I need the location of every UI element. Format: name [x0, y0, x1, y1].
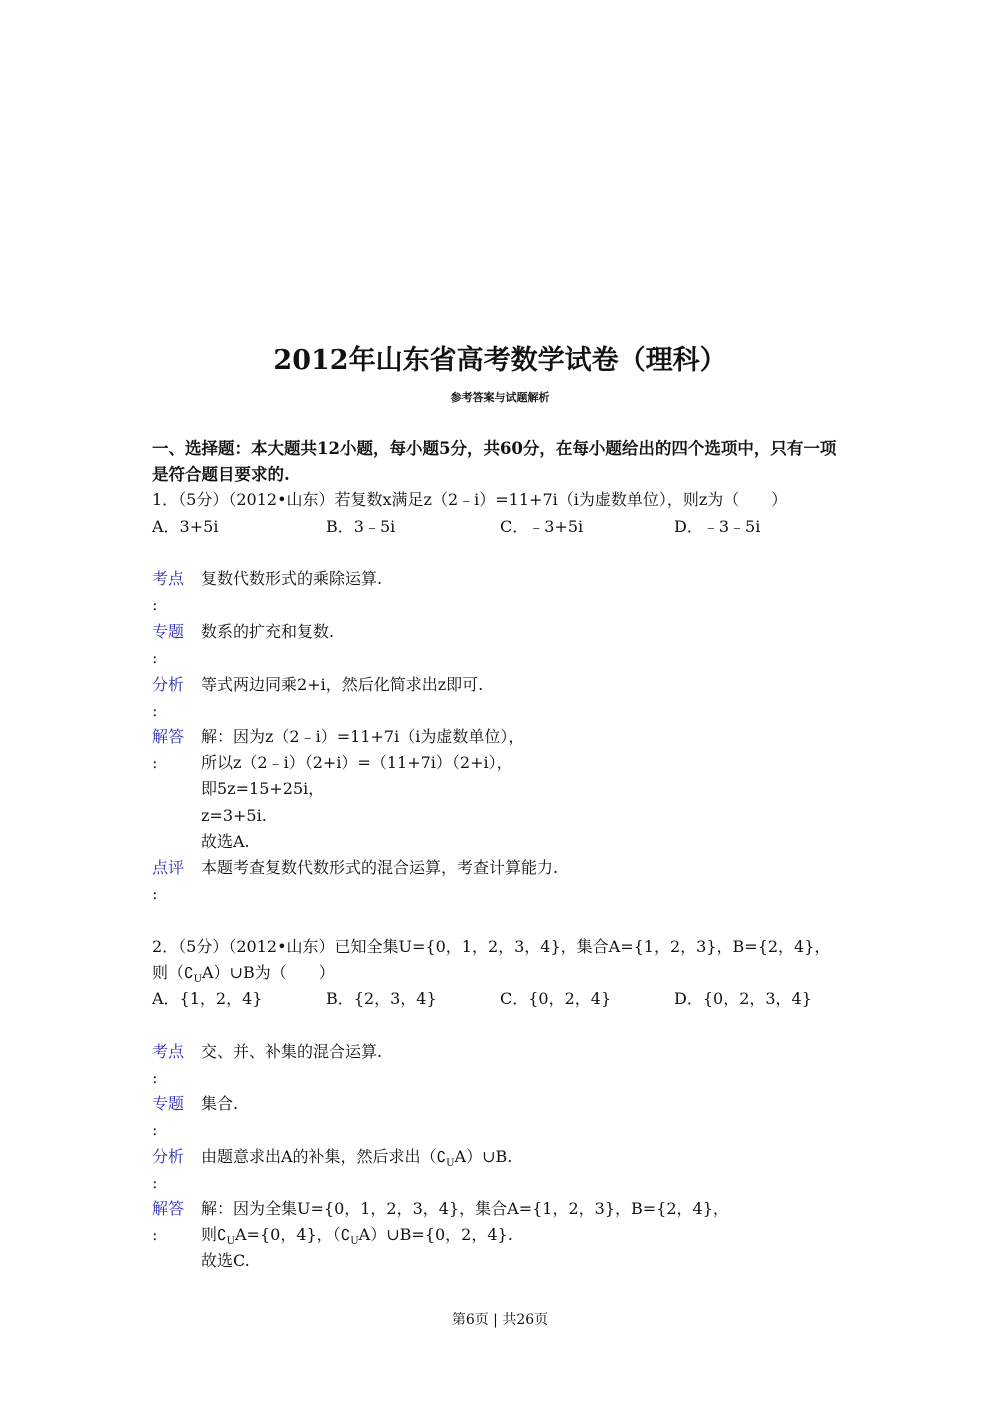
q1-jieda-line-1: 解：因为z（2﹣i）=11+7i（i为虚数单位），: [201, 727, 525, 746]
q1-jieda-label: 解答: [152, 727, 185, 746]
q2-stem-line-2: 则$(∁_UA)\cup B$为（ ）: [152, 963, 335, 986]
q1-stem: 1．（5分）（2012•山东）若复数x满足z（2﹣i）=11+7i（i为虚数单位），则z为（ ）: [152, 490, 788, 509]
q1-dianping-colon: ：: [152, 888, 165, 902]
q2-jieda-label: 解答: [152, 1199, 185, 1218]
q2-jieda-line-3: 故选C.: [201, 1251, 250, 1270]
q1-dianping-label: 点评: [152, 858, 185, 877]
q1-option-d: D．﹣3﹣5i: [674, 517, 761, 536]
q1-fenxi-colon: ：: [152, 705, 165, 719]
q1-fenxi-label: 分析: [152, 675, 185, 694]
q2-option-c: C．{0，2，4}: [500, 989, 612, 1008]
q2-fenxi-colon: ：: [152, 1177, 165, 1191]
q2-jieda-line-1: 解：因为全集U={0，1，2，3，4}，集合A={1，2，3}，B={2，4}，: [201, 1199, 729, 1218]
q1-kaodian: 复数代数形式的乘除运算.: [201, 569, 383, 588]
q2-zhuanti-label: 专题: [152, 1094, 185, 1113]
q1-jieda-line-3: 即5z=15+25i，: [201, 779, 325, 798]
q1-jieda-line-4: z=3+5i.: [201, 806, 267, 825]
document-subtitle: 参考答案与试题解析: [450, 391, 550, 404]
q1-zhuanti-colon: ：: [152, 652, 165, 666]
q1-fenxi: 等式两边同乘2+i，然后化简求出z即可.: [201, 675, 484, 694]
q1-jieda-line-5: 故选A.: [201, 832, 250, 851]
q2-zhuanti-colon: ：: [152, 1124, 165, 1138]
document-title: 2012年山东省高考数学试卷（理科）: [273, 345, 727, 376]
q2-kaodian-colon: ：: [152, 1072, 165, 1086]
q2-kaodian-label: 考点: [152, 1042, 185, 1061]
page-footer: 第6页 | 共26页: [451, 1312, 549, 1328]
q2-jieda-line-2: 则$∁_UA=\{0$，4}，$(∁_UA)\cup B=\{0$，2，4}.: [201, 1225, 513, 1248]
q2-fenxi-label: 分析: [152, 1147, 185, 1166]
q1-zhuanti-label: 专题: [152, 622, 185, 641]
q2-option-b: B．{2，3，4}: [326, 989, 437, 1008]
q1-kaodian-label: 考点: [152, 569, 185, 588]
q2-jieda-colon: ：: [152, 1229, 165, 1243]
q2-stem-line-1: 2．（5分）（2012•山东）已知全集U={0，1，2，3，4}，集合A={1，2，3}，B={2，4}，: [152, 937, 831, 956]
q1-dianping: 本题考查复数代数形式的混合运算，考查计算能力.: [201, 858, 559, 877]
q1-option-c: C．﹣3+5i: [500, 517, 584, 536]
q2-fenxi: 由题意求出A的补集，然后求出$(∁_UA)\cup B$.: [201, 1147, 513, 1170]
q1-zhuanti: 数系的扩充和复数.: [201, 622, 335, 641]
section-header: 一、选择题：本大题共12小题，每小题5分，共60分，在每小题给出的四个选项中，只有一项是符合题目要求的.: [152, 439, 837, 484]
q1-option-a: A．3+5i: [152, 517, 219, 536]
q1-kaodian-colon: ：: [152, 599, 165, 613]
q2-option-a: A．{1，2，4}: [152, 989, 263, 1008]
q2-zhuanti: 集合.: [201, 1094, 239, 1113]
q1-option-b: B．3﹣5i: [326, 517, 396, 536]
q1-jieda-colon: ：: [152, 757, 165, 771]
q2-kaodian: 交、并、补集的混合运算.: [201, 1042, 383, 1061]
q2-option-d: D．{0，2，3，4}: [674, 989, 812, 1008]
q1-jieda-line-2: 所以z（2﹣i）（2+i）=（11+7i）（2+i），: [201, 753, 513, 772]
